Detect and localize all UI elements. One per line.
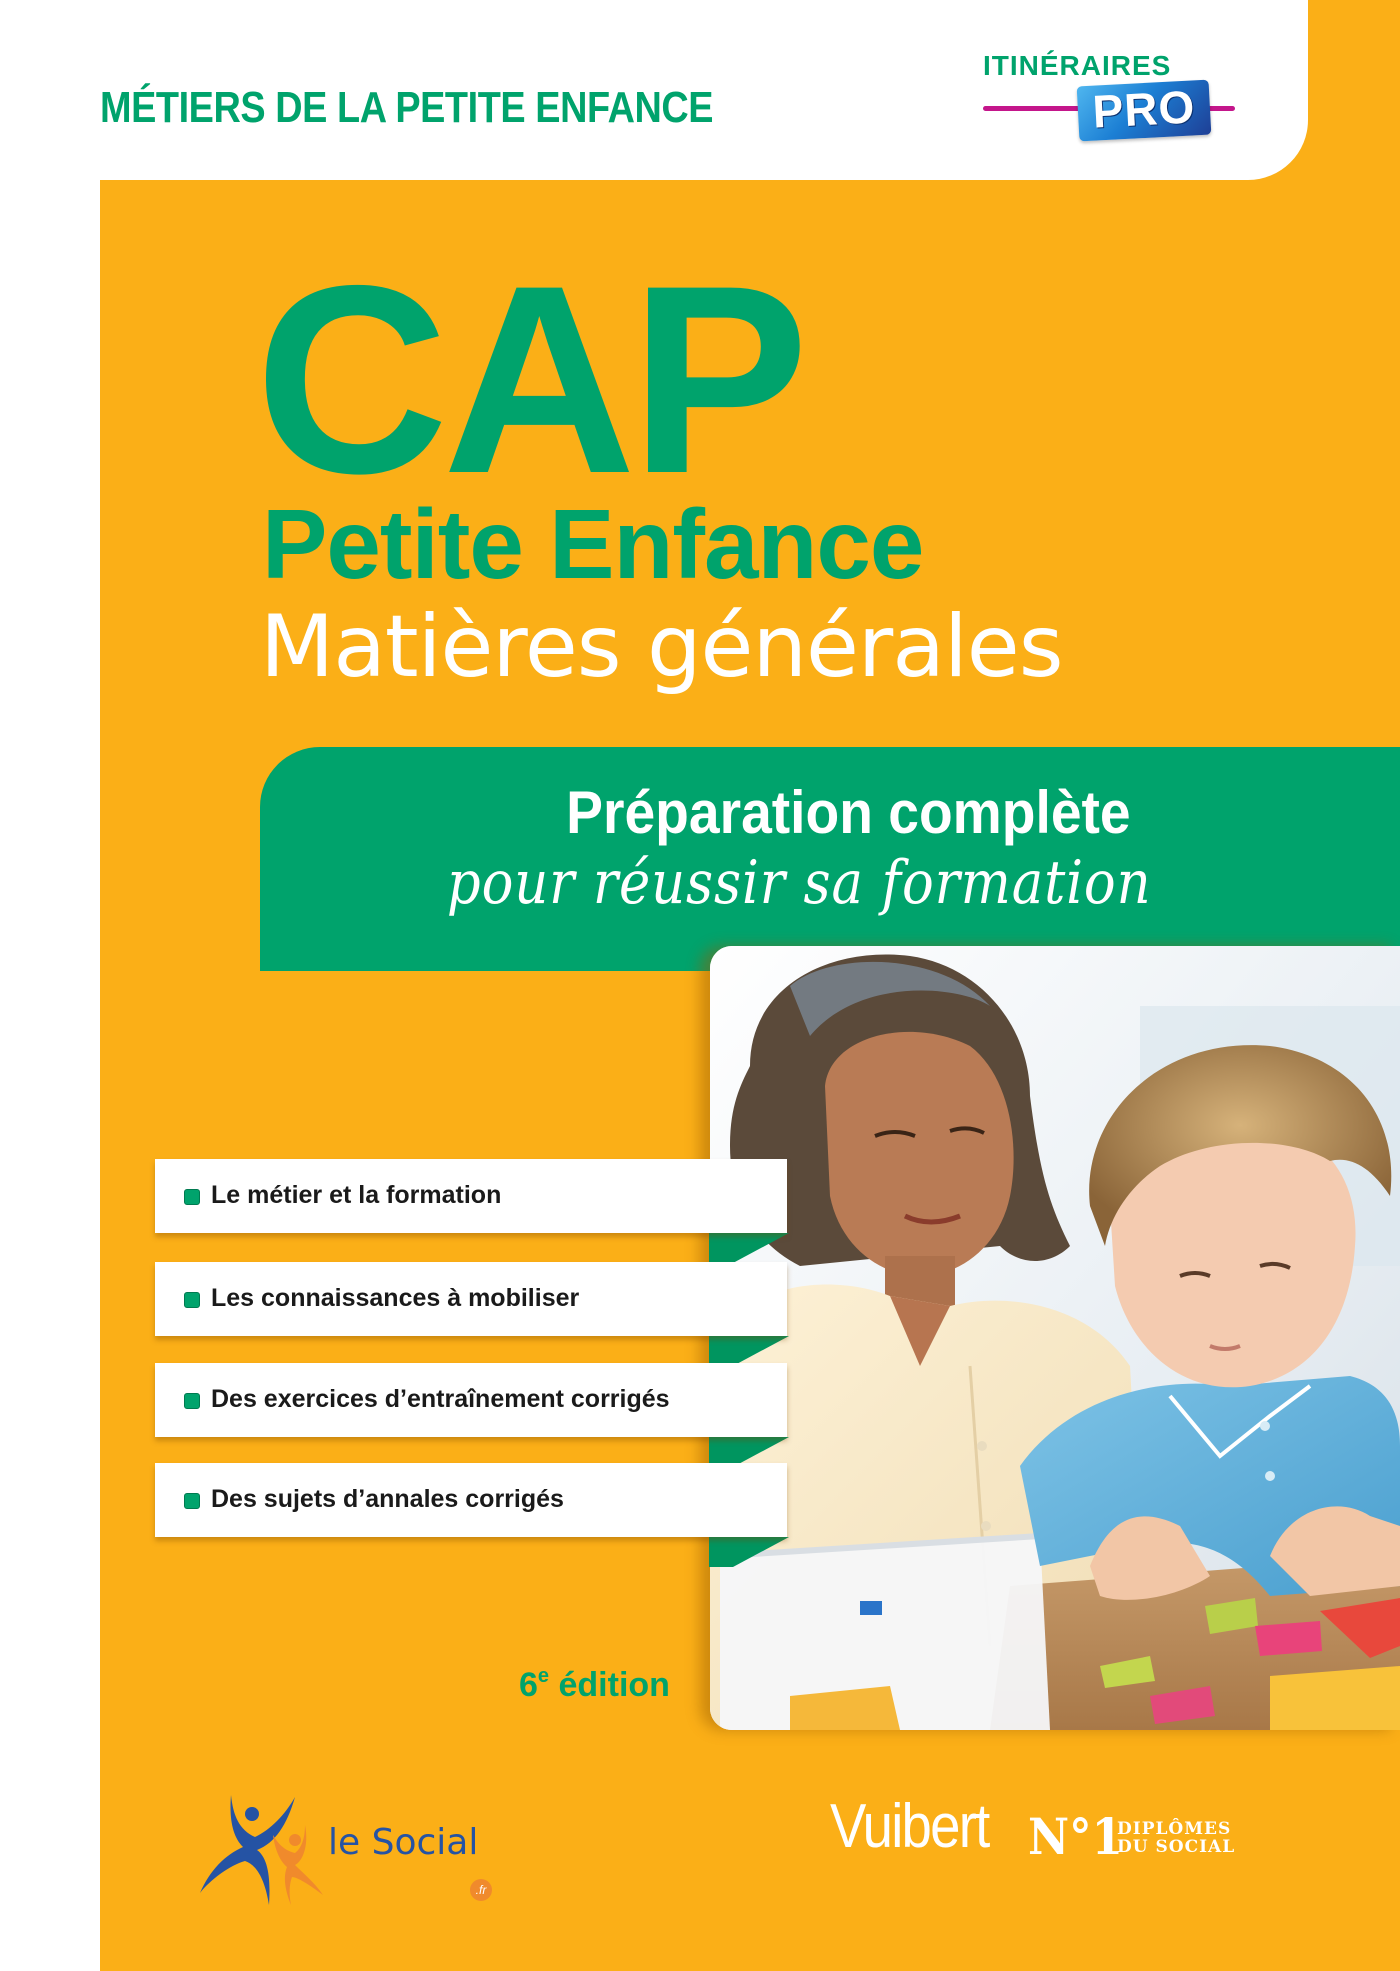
pro-badge [1077, 80, 1212, 142]
edition-label [519, 1665, 670, 1704]
pro-badge-label: PRO [1091, 80, 1197, 138]
bullet-square-icon [184, 1493, 200, 1509]
publisher-logo: Vuibert [830, 1792, 989, 1861]
tagline-banner [260, 747, 1400, 971]
feature-label: Les connaissances à mobiliser [211, 1284, 580, 1312]
book-subtitle: Petite Enfance [262, 489, 924, 599]
tagline-line-2: pour réussir sa formation [446, 848, 1152, 918]
book-title: CAP [255, 229, 803, 529]
bullet-square-icon [184, 1189, 200, 1205]
le-social-logo [195, 1795, 505, 1905]
le-social-name: le Social [328, 1822, 479, 1863]
publisher-rank-caption [1117, 1820, 1235, 1856]
bullet-square-icon [184, 1393, 200, 1409]
le-social-tld-badge: .fr [470, 1879, 492, 1901]
collection-logo [980, 50, 1240, 145]
rank-caption-line-2: DU SOCIAL [1117, 1837, 1236, 1857]
book-subject: Matières générales [260, 597, 1063, 697]
feature-item [155, 1262, 787, 1336]
tagline-line-1: Préparation complète [566, 779, 1131, 846]
feature-label: Le métier et la formation [211, 1181, 502, 1209]
bullet-square-icon [184, 1292, 200, 1308]
ribbon-tail [709, 1336, 789, 1366]
rank-caption-line-1: DIPLÔMES [1117, 1819, 1232, 1839]
ribbon-tail [709, 1537, 789, 1567]
feature-label: Des exercices d’entraînement corrigés [211, 1385, 670, 1413]
feature-item [155, 1159, 787, 1233]
collection-name: ITINÉRAIRES [983, 50, 1172, 81]
feature-item [155, 1363, 787, 1437]
feature-label: Des sujets d’annales corrigés [211, 1485, 564, 1513]
edition-text: édition [558, 1666, 670, 1704]
people-figures-icon [195, 1795, 325, 1905]
feature-item [155, 1463, 787, 1537]
edition-suffix: e [537, 1665, 550, 1687]
edition-number: 6 [519, 1666, 538, 1704]
cover-photo [710, 946, 1400, 1730]
photo-illustration [710, 946, 1400, 1730]
ribbon-tail [709, 1233, 789, 1263]
series-title: MÉTIERS DE LA PETITE ENFANCE [100, 83, 714, 132]
publisher-rank: N°1 [1028, 1807, 1123, 1866]
